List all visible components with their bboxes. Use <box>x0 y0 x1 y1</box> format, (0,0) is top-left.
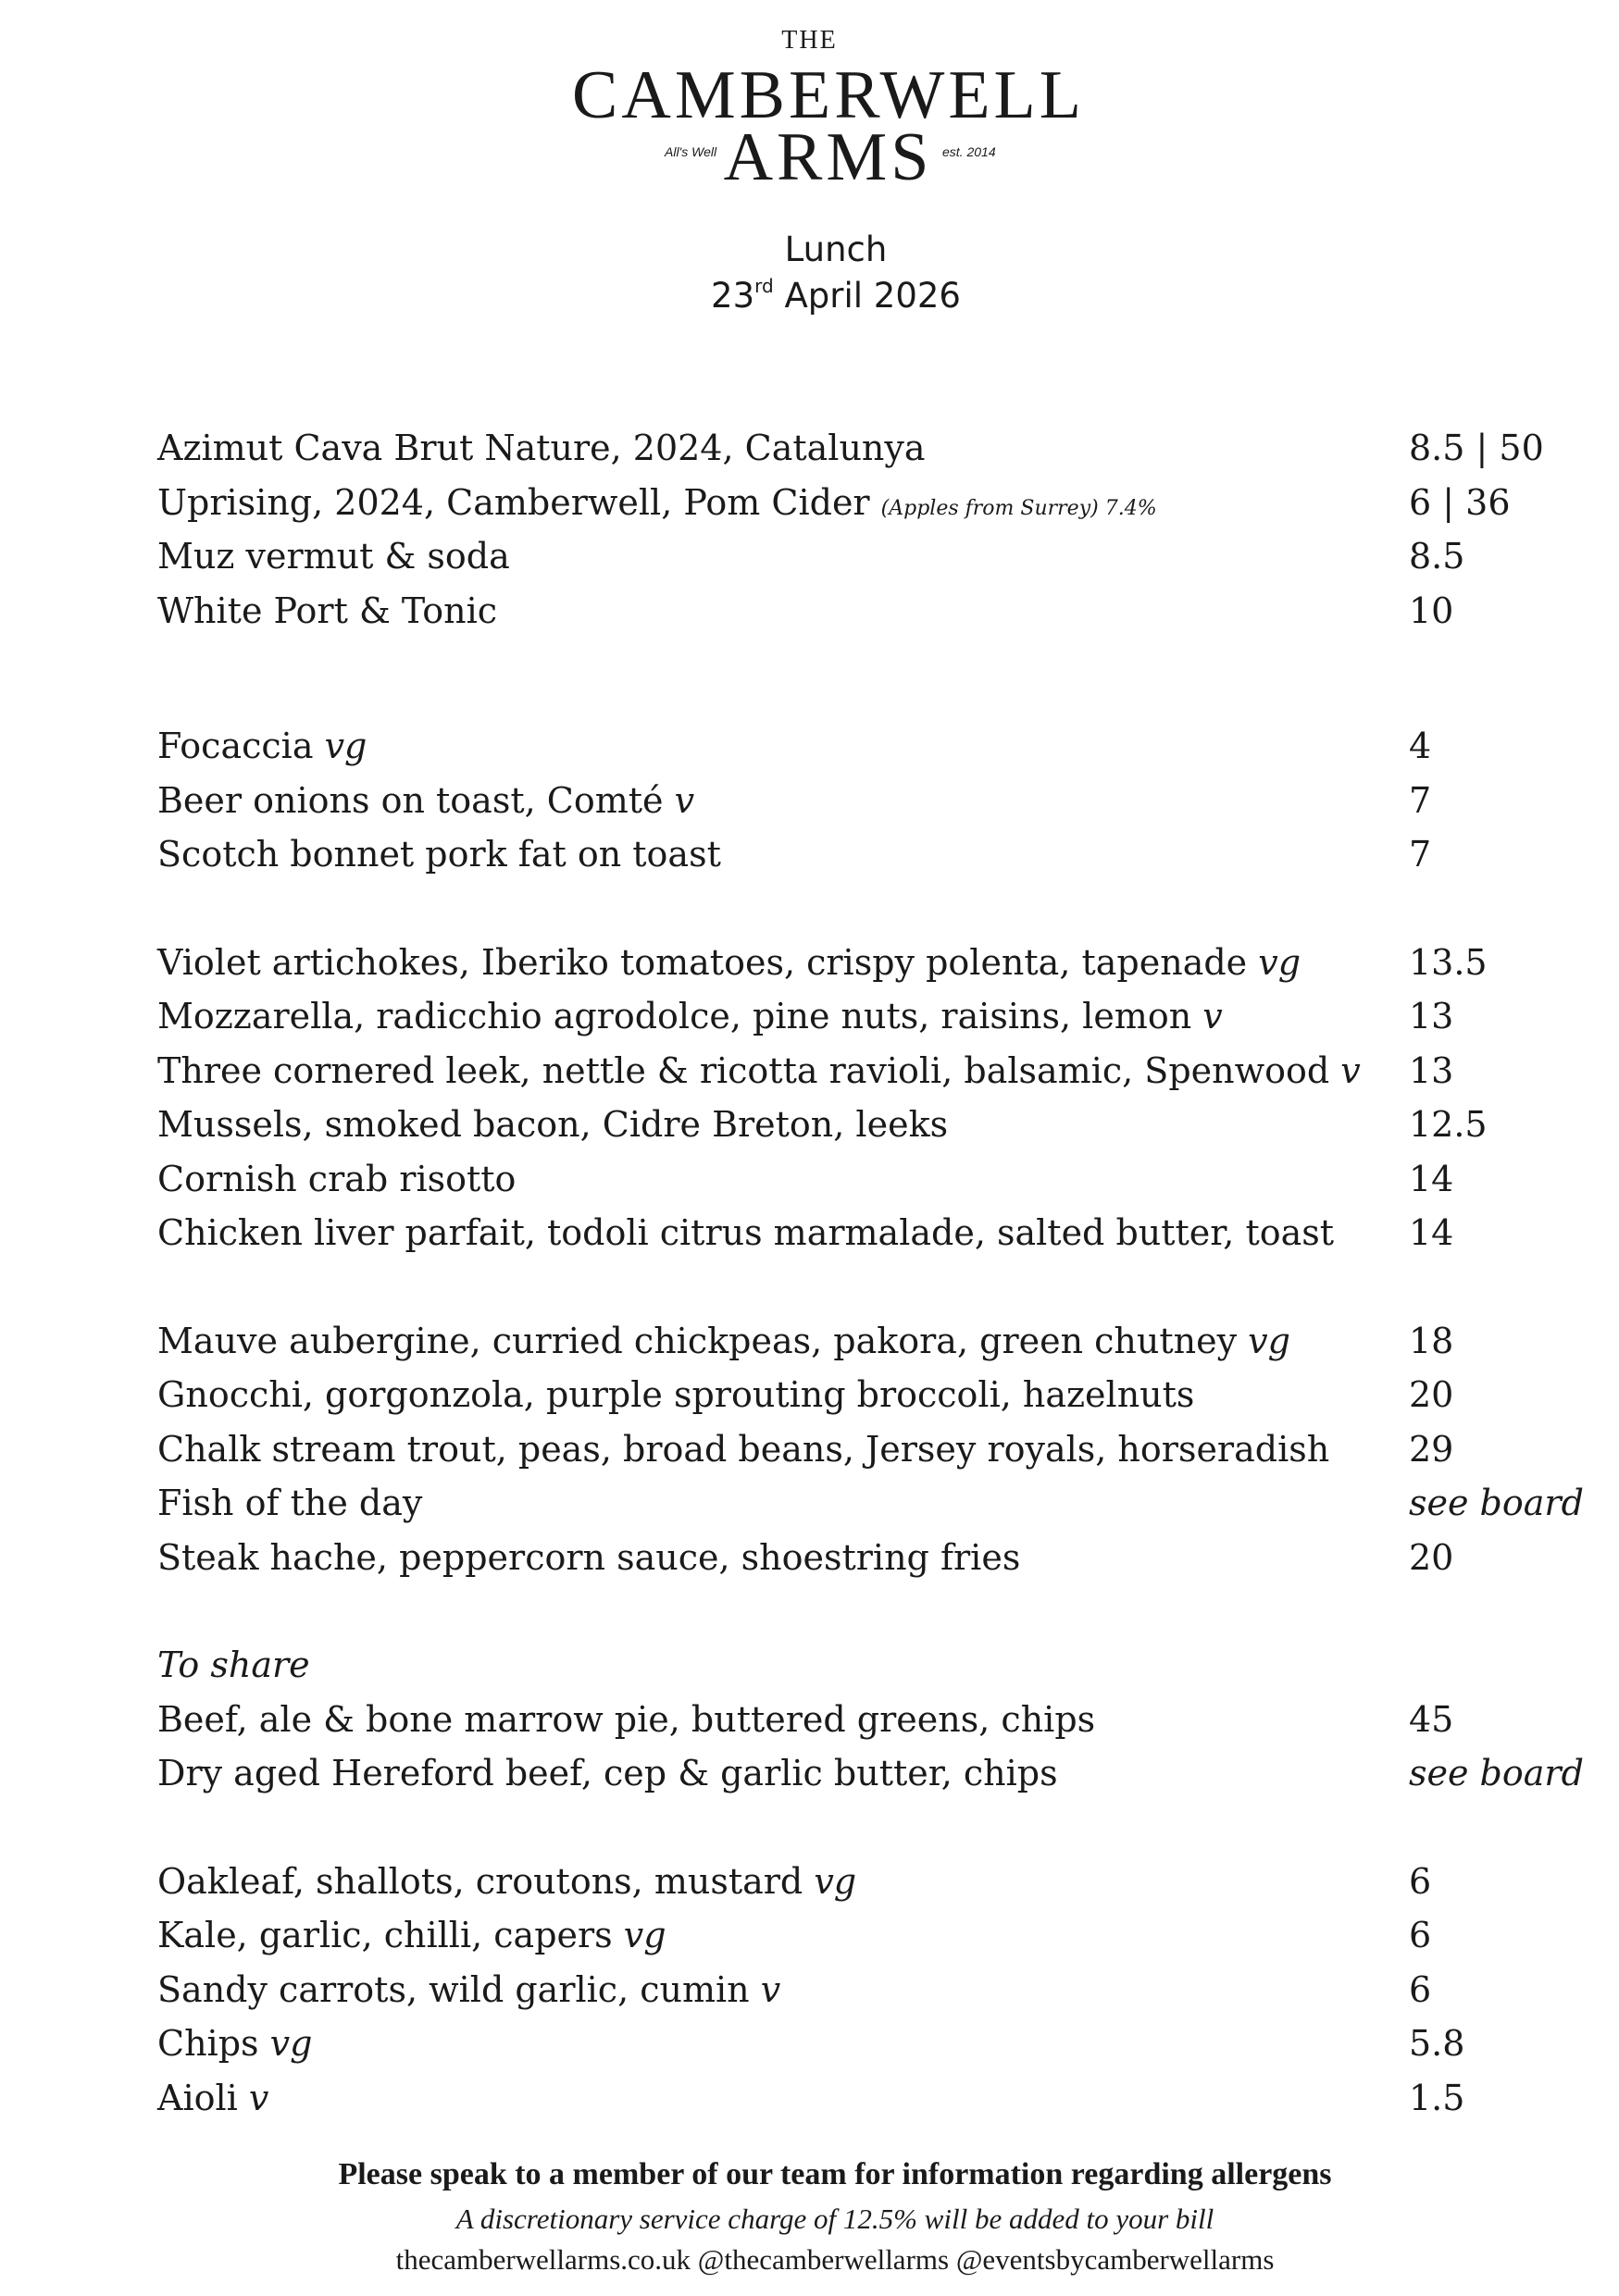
item-name: Mussels, smoked bacon, Cidre Breton, leeks <box>157 1104 949 1145</box>
menu-item-starter <box>157 1152 1601 1206</box>
item-price: 13 <box>1409 996 1454 1036</box>
menu-item-side <box>157 1855 1601 1908</box>
item-name: Aioli <box>157 2078 249 2118</box>
menu-item-main <box>157 1531 1601 1584</box>
menu-item-starter <box>157 936 1601 989</box>
item-name: Cornish crab risotto <box>157 1159 517 1199</box>
item-price: 1.5 <box>1409 2078 1465 2118</box>
item-name-wrap <box>157 1044 1361 1098</box>
item-price: 13 <box>1409 1050 1454 1091</box>
item-name: Kale, garlic, chilli, capers <box>157 1915 624 1955</box>
item-name-wrap <box>157 1314 1290 1368</box>
menu-date <box>0 273 1619 319</box>
item-name: Three cornered leek, nettle & ricotta ravioli, balsamic, Spenwood <box>157 1050 1341 1091</box>
logo-tag-left: All's Well <box>665 144 717 159</box>
item-name-wrap <box>157 476 1157 536</box>
menu-item-snack <box>157 719 1601 773</box>
item-name: Azimut Cava Brut Nature, 2024, Catalunya <box>157 428 926 468</box>
item-price: 14 <box>1409 1159 1454 1199</box>
item-name: Beef, ale & bone marrow pie, buttered greens, chips <box>157 1699 1096 1740</box>
diet-marker: v <box>1202 996 1223 1036</box>
menu-item-snack <box>157 827 1601 881</box>
item-price: 8.5 | 50 <box>1409 428 1544 468</box>
item-price: 29 <box>1409 1429 1454 1470</box>
item-name-wrap <box>157 719 367 773</box>
section-label: To share <box>157 1644 310 1685</box>
item-name: Chalk stream trout, peas, broad beans, Jersey royals, horseradish <box>157 1429 1330 1470</box>
item-name: White Port & Tonic <box>157 590 498 631</box>
item-price: 20 <box>1409 1537 1454 1578</box>
item-name-wrap <box>157 2017 312 2070</box>
diet-marker: vg <box>1258 942 1301 983</box>
menu-item-share <box>157 1693 1601 1746</box>
logo-the: THE <box>781 26 838 55</box>
item-price: 45 <box>1409 1699 1454 1740</box>
menu-item-share <box>157 1746 1601 1800</box>
item-price: see board <box>1409 1483 1584 1523</box>
item-name: Mozzarella, radicchio agrodolce, pine nuts, raisins, lemon <box>157 996 1203 1036</box>
item-name: Scotch bonnet pork fat on toast <box>157 834 721 875</box>
item-name-wrap <box>157 1963 780 2017</box>
diet-marker: v <box>760 1969 781 2010</box>
logo <box>0 26 1619 195</box>
item-name: Chicken liver parfait, todoli citrus marmalade, salted butter, toast <box>157 1212 1335 1253</box>
item-name: Steak hache, peppercorn sauce, shoestring fries <box>157 1537 1021 1578</box>
item-name: Gnocchi, gorgonzola, purple sprouting broccoli, hazelnuts <box>157 1374 1195 1415</box>
logo-name-line1: CAMBERWELL <box>572 57 1085 133</box>
menu-item-snack <box>157 774 1601 827</box>
menu-item-side <box>157 1908 1601 1962</box>
menu-item-main <box>157 1476 1601 1530</box>
item-name-wrap <box>157 2071 268 2125</box>
menu-item-side <box>157 1963 1601 2017</box>
to-share-label <box>157 1638 1601 1692</box>
item-price: 7 <box>1409 780 1432 821</box>
diet-marker: vg <box>1248 1321 1290 1361</box>
item-name-wrap <box>157 774 694 827</box>
date-suffix: rd <box>754 275 774 297</box>
item-price: 7 <box>1409 834 1432 875</box>
menu-item-main <box>157 1314 1601 1368</box>
item-price: 14 <box>1409 1212 1454 1253</box>
item-price: 6 <box>1409 1969 1432 2010</box>
menu-item-drink <box>157 584 1601 638</box>
item-name: Beer onions on toast, Comté <box>157 780 675 821</box>
allergen-notice: Please speak to a member of our team for information regarding allergens <box>338 2157 1332 2191</box>
diet-marker: vg <box>324 726 367 766</box>
item-name-wrap <box>157 1908 666 1962</box>
item-price: 5.8 <box>1409 2023 1465 2064</box>
diet-marker: v <box>674 780 695 821</box>
service-charge-notice: A discretionary service charge of 12.5% will be added to your bill <box>455 2203 1214 2235</box>
date-rest: April 2026 <box>773 276 961 316</box>
diet-marker: vg <box>269 2023 313 2064</box>
item-name-wrap <box>157 936 1301 989</box>
item-name-wrap <box>157 1855 856 1908</box>
item-price: 4 <box>1409 726 1432 766</box>
item-price: 6 <box>1409 1915 1432 1955</box>
meal-title: Lunch <box>784 230 888 269</box>
website-and-socials: thecamberwellarms.co.uk @thecamberwellarms @eventsbycamberwellarms <box>395 2243 1275 2276</box>
item-price: 10 <box>1409 590 1454 631</box>
item-name: Uprising, 2024, Camberwell, Pom Cider <box>157 482 881 523</box>
item-price: 18 <box>1409 1321 1454 1361</box>
diet-marker: v <box>248 2078 269 2118</box>
item-name: Muz vermut & soda <box>157 536 510 577</box>
item-name-wrap <box>157 989 1223 1043</box>
menu-item-side <box>157 2071 1601 2125</box>
item-name: Chips <box>157 2023 270 2064</box>
item-price: 8.5 <box>1409 536 1465 577</box>
diet-marker: vg <box>814 1861 857 1902</box>
menu-item-starter <box>157 1206 1601 1260</box>
item-name: Focaccia <box>157 726 325 766</box>
item-price: 6 | 36 <box>1409 482 1511 523</box>
diet-marker: v <box>1340 1050 1361 1091</box>
item-price: 12.5 <box>1409 1104 1488 1145</box>
item-price: 6 <box>1409 1861 1432 1902</box>
diet-marker: vg <box>623 1915 666 1955</box>
logo-name-line2: ARMS <box>723 119 933 195</box>
menu-item-starter <box>157 989 1601 1043</box>
item-note: (Apples from Surrey) 7.4% <box>880 497 1157 520</box>
menu-heading <box>0 227 1619 319</box>
menu-item-drink <box>157 476 1601 529</box>
logo-tag-right: est. 2014 <box>942 144 996 159</box>
date-day: 23 <box>711 276 755 316</box>
item-price: see board <box>1409 1753 1584 1793</box>
menu-item-main <box>157 1422 1601 1476</box>
menu-item-side <box>157 2017 1601 2070</box>
item-name: Dry aged Hereford beef, cep & garlic butter, chips <box>157 1753 1058 1793</box>
menu-item-starter <box>157 1044 1601 1098</box>
menu-item-starter <box>157 1098 1601 1151</box>
item-name: Fish of the day <box>157 1483 423 1523</box>
item-name: Oakleaf, shallots, croutons, mustard <box>157 1861 815 1902</box>
item-price: 20 <box>1409 1374 1454 1415</box>
item-name: Violet artichokes, Iberiko tomatoes, crispy polenta, tapenade <box>157 942 1259 983</box>
item-name: Sandy carrots, wild garlic, cumin <box>157 1969 761 2010</box>
item-name: Mauve aubergine, curried chickpeas, pakora, green chutney <box>157 1321 1249 1361</box>
menu-item-main <box>157 1368 1601 1421</box>
item-price: 13.5 <box>1409 942 1488 983</box>
menu-item-drink <box>157 529 1601 583</box>
menu-item-drink <box>157 421 1601 475</box>
